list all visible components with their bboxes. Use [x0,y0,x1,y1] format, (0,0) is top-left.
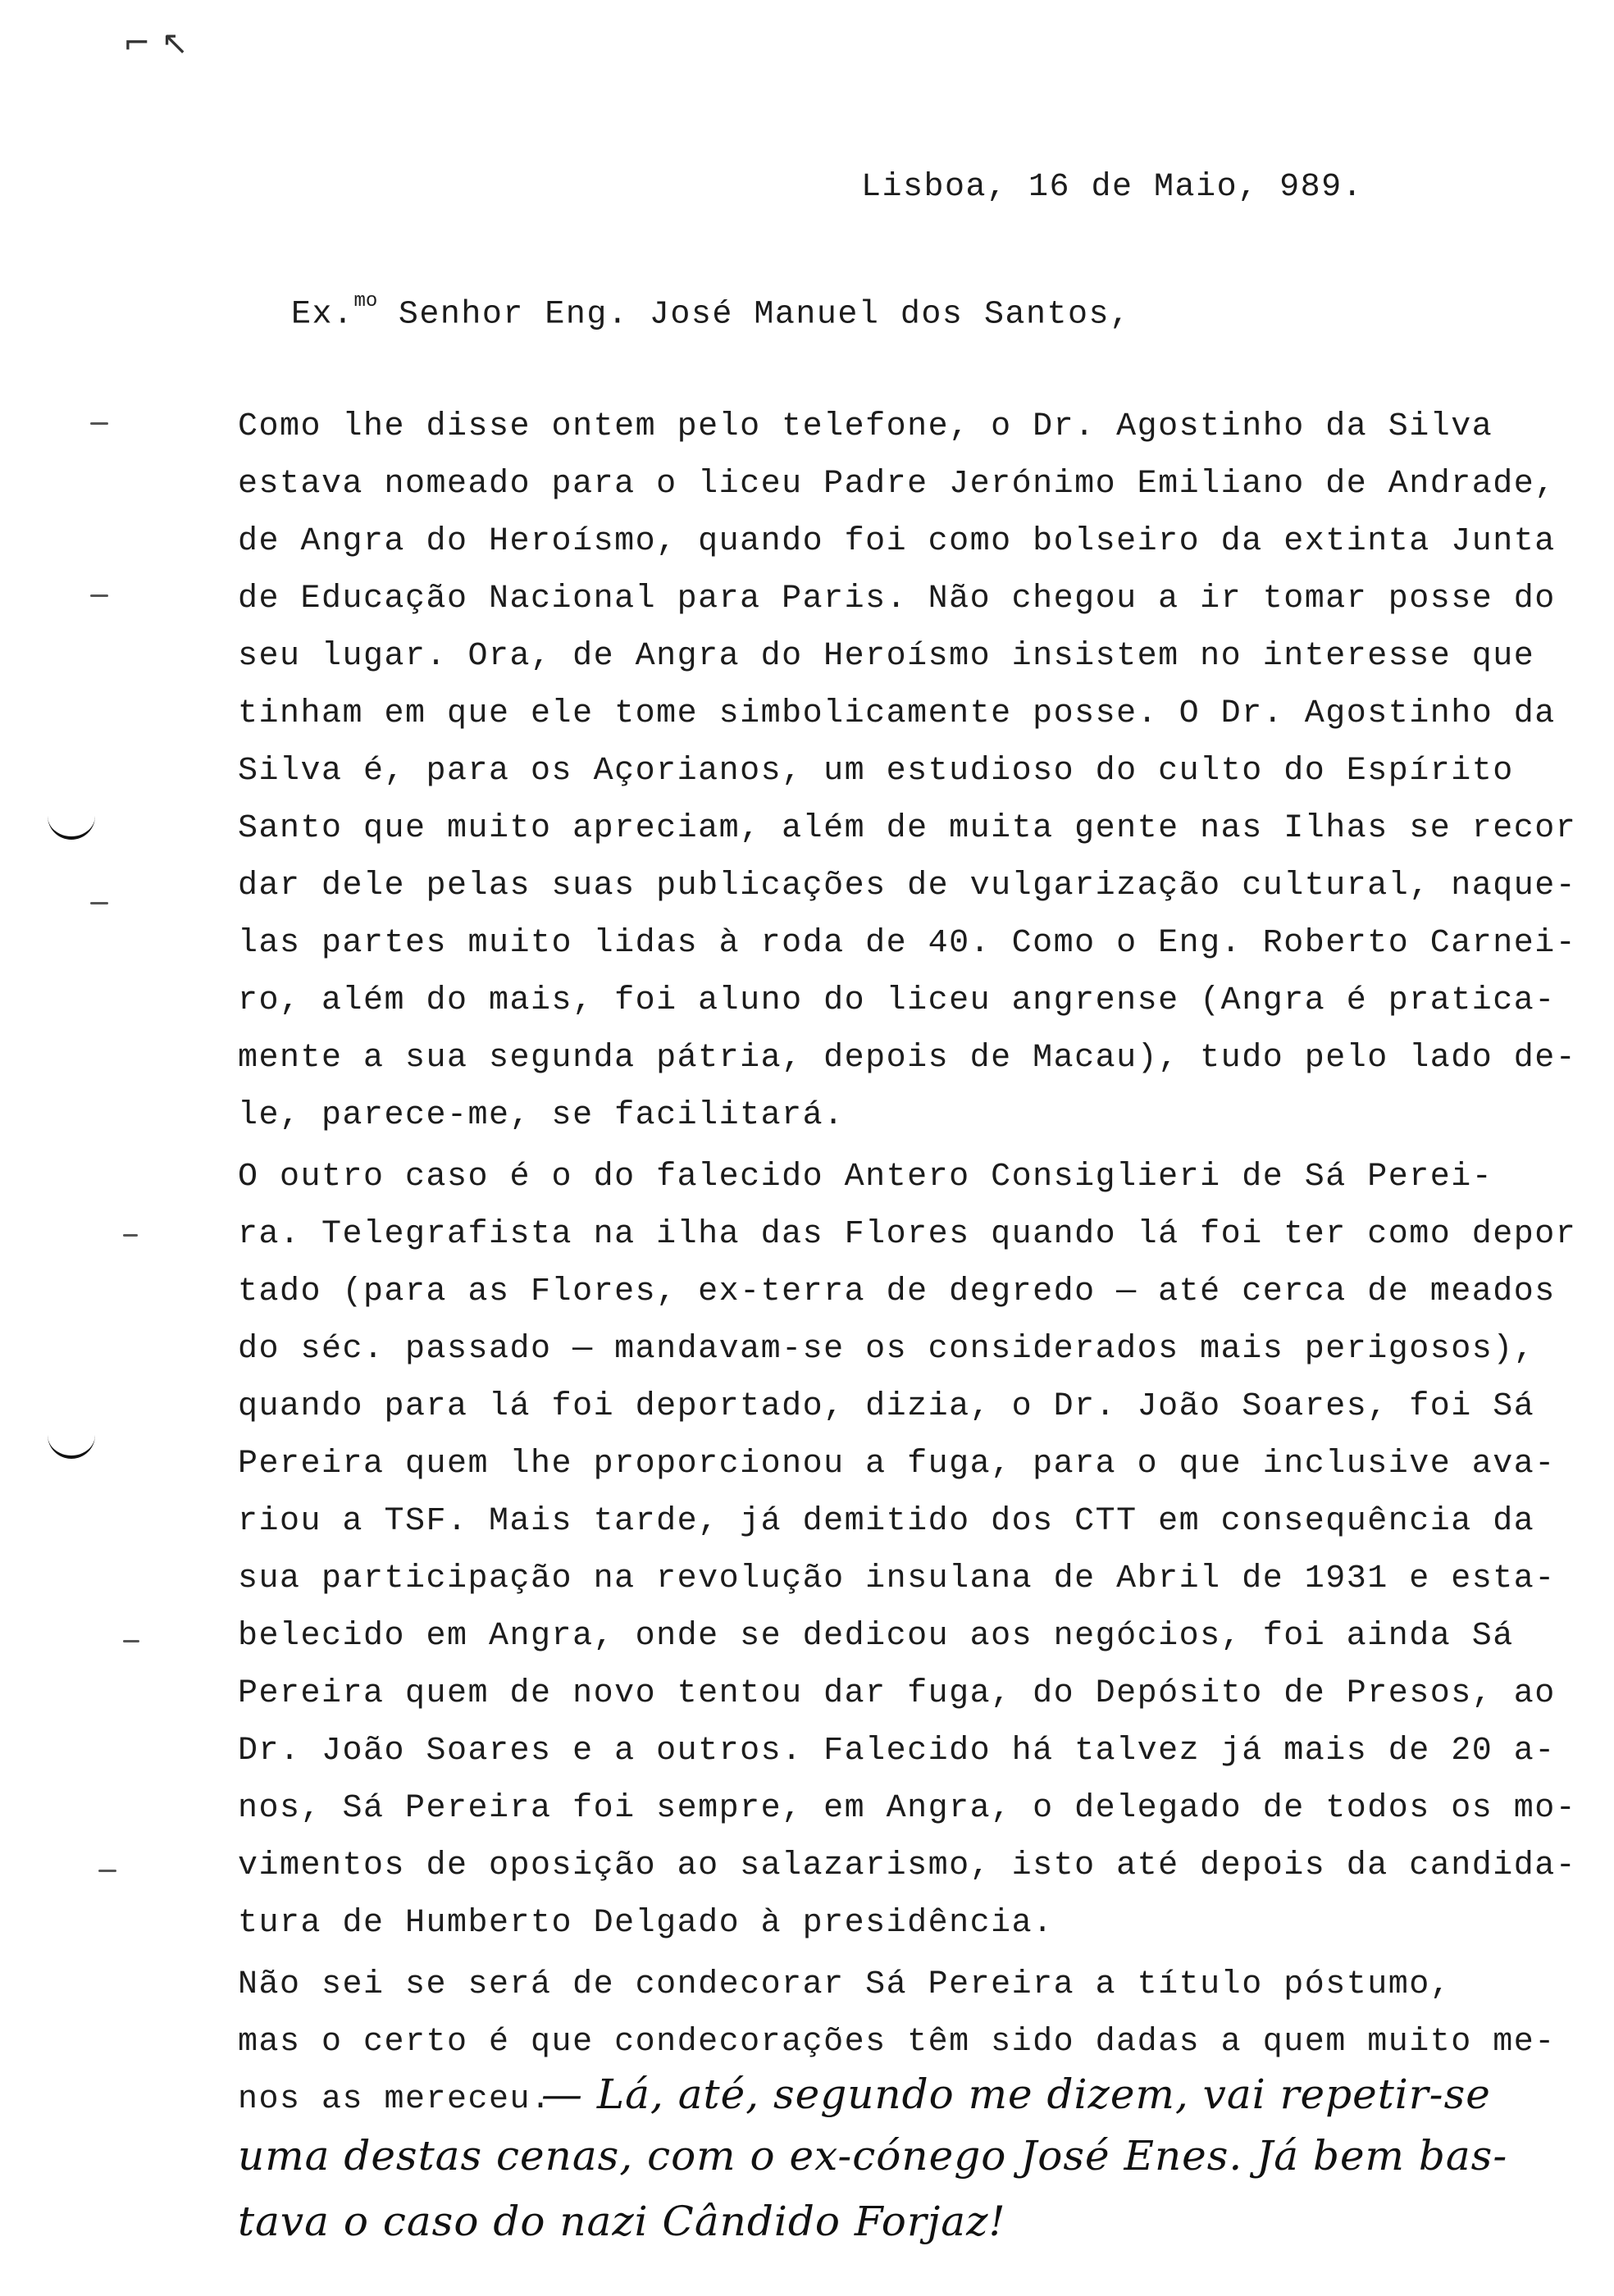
body-line: Pereira quem de novo tentou dar fuga, do Depósito de Presos, ao [238,1675,1556,1712]
body-line: de Educação Nacional para Paris. Não chegou a ir tomar posse do [238,581,1556,617]
body-line: nos as mereceu. [238,2081,552,2118]
body-line: mas o certo é que condecorações têm sido dadas a quem muito me- [238,2024,1556,2061]
body-line: seu lugar. Ora, de Angra do Heroísmo insistem no interesse que [238,638,1535,675]
salutation-superscript: mo [353,290,378,312]
body-line: riou a TSF. Mais tarde, já demitido dos CTT em consequência da [238,1503,1535,1540]
margin-dash [123,1234,138,1237]
body-line: Não sei se será de condecorar Sá Pereira a título póstumo, [238,1966,1452,2003]
margin-dash [90,422,108,425]
body-line: ro, além do mais, foi aluno do liceu angrense (Angra é pratica- [238,982,1556,1019]
margin-dash [90,594,108,597]
body-line: Santo que muito apreciam, além de muita gente nas Ilhas se recor [238,810,1577,847]
body-line: tinham em que ele tome simbolicamente posse. O Dr. Agostinho da [238,695,1556,732]
margin-dash [123,1640,139,1642]
body-line: Silva é, para os Açorianos, um estudioso do culto do Espírito [238,753,1514,790]
body-line: do séc. passado — mandavam-se os considerados mais perigosos), [238,1331,1535,1368]
body-line: nos, Sá Pereira foi sempre, em Angra, o delegado de todos os mo- [238,1790,1577,1827]
body-line: O outro caso é o do falecido Antero Consiglieri de Sá Perei- [238,1159,1493,1196]
body-line: estava nomeado para o liceu Padre Jerónimo Emiliano de Andrade, [238,466,1556,503]
body-line: quando para lá foi deportado, dizia, o Dr. João Soares, foi Sá [238,1388,1535,1425]
binder-hole-mark-icon [48,1431,95,1459]
salutation [291,287,1130,335]
salutation-rest: Senhor Eng. José Manuel dos Santos, [377,296,1131,334]
corner-mark-icon: ⌐ ↖ [123,25,189,62]
body-line: mente a sua segunda pátria, depois de Macau), tudo pelo lado de- [238,1040,1577,1077]
body-line: las partes muito lidas à roda de 40. Como o Eng. Roberto Carnei- [238,925,1577,962]
place-date: Lisboa, 16 de Maio, 989. [861,169,1364,206]
body-line: tado (para as Flores, ex-terra de degredo — até cerca de meados [238,1273,1556,1310]
handwritten-note-line: uma destas cenas, com o ex-cónego José Enes. Já bem bas- [238,2132,1508,2180]
margin-dash [90,902,108,904]
binder-hole-mark-icon [48,812,95,840]
body-line: tura de Humberto Delgado à presidência. [238,1905,1054,1942]
body-line: ra. Telegrafista na ilha das Flores quando lá foi ter como depor [238,1216,1577,1253]
handwritten-note-line: — Lá, até, segundo me dizem, vai repetir-se [541,2070,1491,2118]
body-line: Pereira quem lhe proporcionou a fuga, para o que inclusive ava- [238,1446,1556,1483]
handwritten-note-line: tava o caso do nazi Cândido Forjaz! [238,2198,1006,2245]
salutation-prefix: Ex. [291,296,354,334]
body-line: sua participação na revolução insulana de Abril de 1931 e esta- [238,1560,1556,1597]
body-line: Dr. João Soares e a outros. Falecido há talvez já mais de 20 a- [238,1733,1556,1770]
body-line: dar dele pelas suas publicações de vulgarização cultural, naque- [238,868,1577,904]
body-line: belecido em Angra, onde se dedicou aos negócios, foi ainda Sá [238,1618,1514,1655]
body-line: de Angra do Heroísmo, quando foi como bolseiro da extinta Junta [238,523,1556,560]
body-line: vimentos de oposição ao salazarismo, isto até depois da candida- [238,1847,1577,1884]
body-line: le, parece-me, se facilitará. [238,1097,845,1134]
margin-dash [98,1870,116,1872]
body-line: Como lhe disse ontem pelo telefone, o Dr. Agostinho da Silva [238,408,1493,445]
